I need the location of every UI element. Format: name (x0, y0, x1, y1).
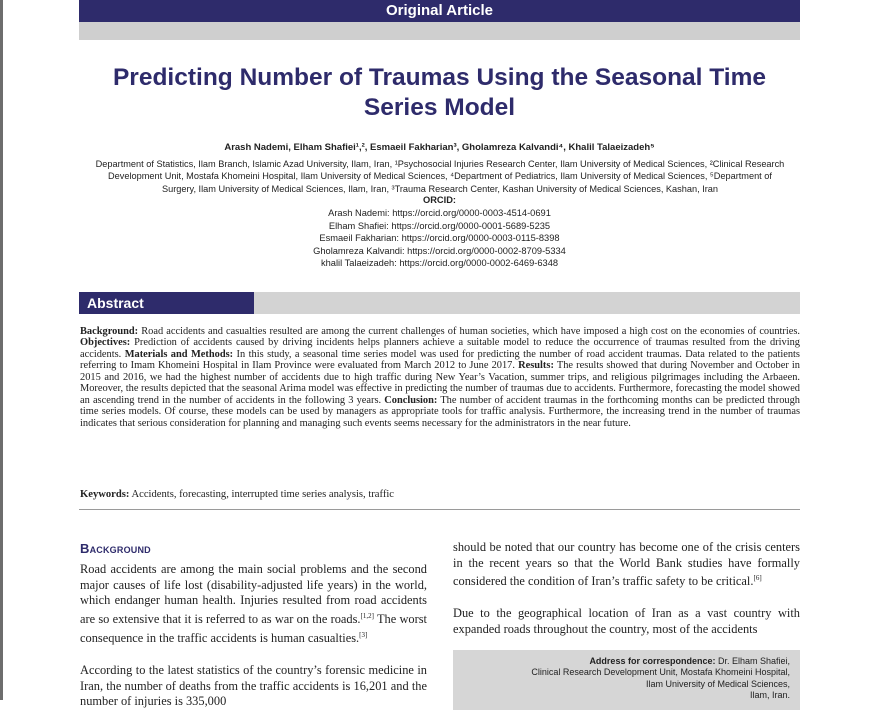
abstract-results-label: Results: (518, 360, 554, 372)
keywords (80, 489, 800, 500)
orcid-entry[interactable]: Gholamreza Kalvandi: https://orcid.org/0000-0002-8709-5334 (313, 245, 566, 256)
abstract-background-text: Road accidents and casualties resulted are among the current challenges of human societies, which have imposed a high cost on the economies of countries. (138, 326, 800, 337)
abstract-body (80, 326, 800, 429)
abstract-results-text: The results showed that during November and October in 2015 and 2016, we had the highest number of accidents due to high traffic during New Year’s Vacation, summer trips, and religious pilgrimages including the Arbaeen. Moreover, the results depicted that the seasonal Arima model was effective in predicting the number of traumas due to accidents. Furthermore, forecasting the model showed an ascending trend in the number of accidents in the following 3 years. (80, 360, 800, 406)
correspondence-line: Clinical Research Development Unit, Mostafa Khomeini Hospital, (531, 667, 790, 678)
keywords-label: Keywords: (80, 489, 130, 500)
orcid-entry[interactable]: khalil Talaeizadeh: https://orcid.org/0000-0002-6469-6348 (320, 258, 559, 268)
background-heading: Background (80, 541, 151, 556)
abstract-methods-text: In this study, a seasonal time series model was used for predicting the number of road accident traumas. Data related to the patients referring to Imam Khomeini Hospital in Ilam Province were evaluated from March 2012 to June 2017. (80, 348, 800, 372)
correspondence-heading (453, 656, 790, 667)
abstract-objectives-text: Prediction of accidents caused by driving incidents helps planners achieve a suitable model to reduce the occurrence of traumas resulted from the driving accidents. (80, 337, 800, 360)
orcid-heading: ORCID: (422, 195, 457, 205)
background-right-paragraph-2: Due to the geographical location of Iran as a vast country with expanded roads throughout the country, most of the accidents (453, 606, 800, 636)
abstract-conclusion-text: The number of accident traumas in the forthcoming months can be predicted through time series models. Of course, these models can be used by managers as appropriate tools for traffic analysis. Furthermore, the increasing trend in the number of traumas indicates that serious consideration for planning and managing such events seems necessary for the administrators in the near future. (80, 394, 800, 429)
correspondence-label: Address for correspondence: (589, 656, 716, 666)
abstract-conclusion-label: Conclusion: (384, 394, 438, 406)
orcid-list (79, 207, 800, 270)
article-title: Predicting Number of Traumas Using the Seasonal Time Series Model (112, 64, 767, 121)
header-grey-band (79, 22, 800, 40)
keywords-text: Accidents, forecasting, interrupted time series analysis, traffic (129, 489, 394, 500)
correspondence-name: Dr. Elham Shafiei, (715, 656, 790, 666)
abstract-background-label: Background: (80, 326, 139, 337)
article-type-banner (79, 0, 800, 22)
correspondence-box (453, 650, 800, 710)
article-type-label: Original Article (386, 2, 493, 19)
citation-ref[interactable]: [1,2] (360, 611, 374, 620)
orcid-entry[interactable]: Esmaeil Fakharian: https://orcid.org/0000-0003-0115-8398 (319, 233, 560, 243)
abstract-methods-label: Materials and Methods: (124, 348, 234, 360)
background-right-paragraph-1 (453, 540, 800, 590)
correspondence-line: Ilam University of Medical Sciences, (645, 678, 790, 689)
abstract-objectives-label: Objectives: (80, 337, 131, 349)
page-edge (0, 0, 3, 700)
orcid-entry[interactable]: Elham Shafiei: https://orcid.org/0000-0001-5689-5235 (328, 220, 551, 231)
author-list: Arash Nademi, Elham Shafiei¹,², Esmaeil Fakharian³, Gholamreza Kalvandi⁴, Khalil Talaeizadeh⁵ (224, 142, 655, 153)
abstract-bar (79, 292, 800, 314)
citation-ref[interactable]: [6] (753, 574, 762, 583)
section-divider (79, 509, 800, 510)
background-paragraph-2: According to the latest statistics of the country’s forensic medicine in Iran, the number of deaths from the traffic accidents is 16,201 and the number of injuries is 335,000 (80, 663, 427, 709)
citation-ref[interactable]: [3] (359, 630, 368, 639)
correspondence-line: Ilam, Iran. (749, 689, 790, 700)
abstract-heading: Abstract (79, 292, 254, 314)
bg-p1-text: Road accidents are among the main social problems and the second major causes of life lost (disability-adjusted life years) in the world, which endanger human health. Injuries resulted from road accidents are so extensive that it is referred to as war on the roads. (80, 562, 427, 626)
bg-p1-text-2: The worst consequence in the traffic accidents is human casualties. (80, 611, 427, 645)
affiliations: Department of Statistics, Ilam Branch, Islamic Azad University, Ilam, Iran, ¹Psychosocial Injuries Research Center, Ilam University of Medical Sciences, ²Clinical Research Development Unit, Mostafa Khomeini Hospital, Ilam University of Medical Sciences, ⁴Department of Pediatrics, Ilam University of Medical Sciences, ⁵Department of Surgery, Ilam University of Medical Sciences, Ilam, Iran, ³Trauma Research Center, Kashan University of Medical Sciences, Kashan, Iran (95, 159, 785, 194)
background-paragraph-1 (80, 562, 427, 646)
bg-right-p1-text: should be noted that our country has become one of the crisis centers in the recent years so that the World Bank studies have formally considered the condition of Iran’s traffic safety to be critical. (453, 540, 800, 589)
orcid-entry[interactable]: Arash Nademi: https://orcid.org/0000-0003-4514-0691 (328, 208, 551, 218)
